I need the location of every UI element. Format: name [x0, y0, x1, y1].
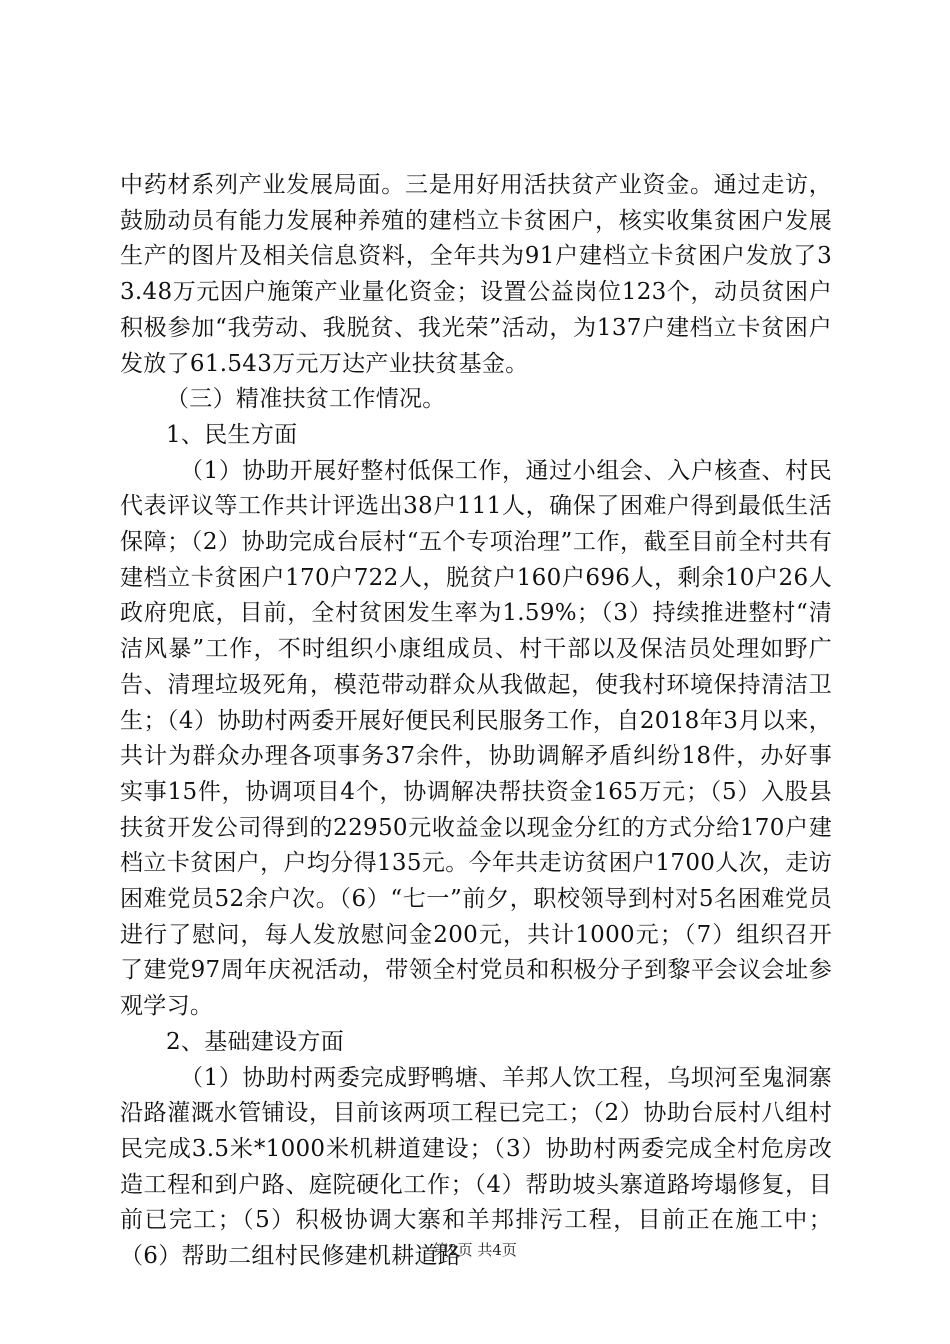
subheading-infrastructure: 2、基础建设方面	[166, 1028, 345, 1055]
paragraph-livelihood: （1）协助开展好整村低保工作，通过小组会、入户核查、村民代表评议等工作共计评选出38户111人，确保了困难户得到最低生活保障；（2）协助完成台辰村“五个专项治理”工作，截至目前全村共有建档立卡贫困户170户722人，脱贫户160户696人，剩余10户26人政府兜底，目前，全村贫困发生率为1.59%；（3）持续推进整村“清洁风暴”工作，不时组织小康组成员、村干部以及保洁员处理如野广告、清理垃圾死角，模范带动群众从我做起，使我村环境保持清洁卫生；（4）协助村两委开展好便民利民服务工作，自2018年3月以来，共计为群众办理各项事务37余件，协助调解矛盾纠纷18件，办好事实事15件，协调项目4个，协调解决帮扶资金165万元；（5）入股县扶贫开发公司得到的22950元收益金以现金分红的方式分给170户建档立卡贫困户，户均分得135元。今年共走访贫困户1700人次，走访困难党员52余户次。（6）“七一”前夕，职校领导到村对5名困难党员进行了慰问，每人发放慰问金200元，共计1000元；（7）组织召开了建党97周年庆祝活动，带领全村党员和积极分子到黎平会议会址参观学习。	[120, 457, 832, 1020]
section-heading-poverty-alleviation: （三）精准扶贫工作情况。	[166, 386, 446, 413]
page-footer: 第2页 共4页	[433, 1241, 517, 1259]
subheading-livelihood: 1、民生方面	[166, 421, 298, 448]
paragraph-industry-funds: 中药材系列产业发展局面。三是用好用活扶贫产业资金。通过走访，鼓励动员有能力发展种养殖的建档立卡贫困户，核实收集贫困户发展生产的图片及相关信息资料，全年共为91户建档立卡贫困户发放了33.48万元因户施策产业量化资金；设置公益岗位123个，动员贫困户积极参加“我劳动、我脱贫、我光荣”活动，为137户建档立卡贫困户发放了61.543万元万达产业扶贫基金。	[120, 172, 832, 377]
paragraph-infrastructure: （1）协助村两委完成野鸭塘、羊邦人饮工程，乌坝河至鬼洞寨沿路灌溉水管铺设，目前该两项工程已完工；（2）协助台辰村八组村民完成3.5米*1000米机耕道建设；（3）协助村两委完成全村危房改造工程和到户路、庭院硬化工作；（4）帮助坡头寨道路垮塌修复，目前已完工；（5）积极协调大寨和羊邦排污工程，目前正在施工中；（6）帮助二组村民修建机耕道路	[120, 1064, 832, 1270]
document-body	[120, 168, 832, 1275]
